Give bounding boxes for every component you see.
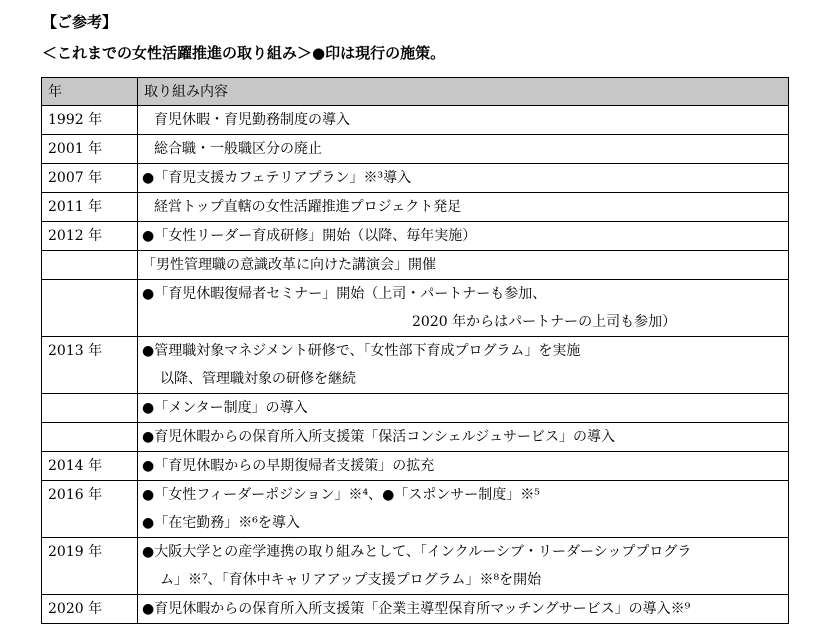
year-cell: 2014 年 bbox=[42, 452, 138, 481]
year-cell: 2001 年 bbox=[42, 135, 138, 164]
table-row bbox=[42, 423, 789, 452]
content-cell: ●「育児休暇からの早期復帰者支援策」の拡充 bbox=[138, 452, 789, 481]
year-cell: 2013 年 bbox=[42, 337, 138, 394]
content-cell: ●大阪大学との産学連携の取り組みとして、「インクルーシブ・リーダーシッププログラ ム」※⁷、「育休中キャリアアップ支援プログラム」※⁸を開始 bbox=[138, 538, 789, 595]
table-caption: ＜これまでの女性活躍推進の取り組み＞●印は現行の施策。 bbox=[42, 44, 446, 62]
table-row bbox=[42, 337, 789, 394]
year-column-header: 年 bbox=[42, 78, 138, 106]
initiatives-table bbox=[41, 77, 789, 624]
table-row bbox=[42, 164, 789, 193]
year-cell: 2012 年 bbox=[42, 222, 138, 251]
table-row bbox=[42, 193, 789, 222]
table-row bbox=[42, 481, 789, 538]
content-column-header: 取り組み内容 bbox=[138, 78, 789, 106]
year-cell: 2007 年 bbox=[42, 164, 138, 193]
content-cell: 総合職・一般職区分の廃止 bbox=[138, 135, 789, 164]
table-row bbox=[42, 251, 789, 280]
content-cell: ●「育児休暇復帰者セミナー」開始（上司・パートナーも参加、 2020 年からはパートナーの上司も参加） bbox=[138, 280, 789, 337]
content-cell: 経営トップ直轄の女性活躍推進プロジェクト発足 bbox=[138, 193, 789, 222]
table-row bbox=[42, 135, 789, 164]
content-cell: 育児休暇・育児勤務制度の導入 bbox=[138, 106, 789, 135]
table-header-row bbox=[42, 78, 789, 106]
content-cell: ●「メンター制度」の導入 bbox=[138, 394, 789, 423]
table-row bbox=[42, 452, 789, 481]
year-cell bbox=[42, 394, 138, 423]
year-cell: 2020 年 bbox=[42, 595, 138, 624]
content-cell: ●「育児支援カフェテリアプラン」※³導入 bbox=[138, 164, 789, 193]
year-cell: 2016 年 bbox=[42, 481, 138, 538]
table-row bbox=[42, 394, 789, 423]
content-cell: ●「女性フィーダーポジション」※⁴、●「スポンサー制度」※⁵ ●「在宅勤務」※⁶を導入 bbox=[138, 481, 789, 538]
content-cell: ●管理職対象マネジメント研修で、「女性部下育成プログラム」を実施 以降、管理職対象の研修を継続 bbox=[138, 337, 789, 394]
year-cell bbox=[42, 251, 138, 280]
content-cell: ●育児休暇からの保育所入所支援策「保活コンシェルジュサービス」の導入 bbox=[138, 423, 789, 452]
content-cell: ●育児休暇からの保育所入所支援策「企業主導型保育所マッチングサービス」の導入※⁹ bbox=[138, 595, 789, 624]
content-cell: ●「女性リーダー育成研修」開始（以降、毎年実施） bbox=[138, 222, 789, 251]
table-row bbox=[42, 595, 789, 624]
table-row bbox=[42, 222, 789, 251]
table-row bbox=[42, 106, 789, 135]
table-row bbox=[42, 280, 789, 337]
year-cell bbox=[42, 423, 138, 452]
year-cell: 2019 年 bbox=[42, 538, 138, 595]
year-cell: 2011 年 bbox=[42, 193, 138, 222]
year-cell bbox=[42, 280, 138, 337]
content-cell: 「男性管理職の意識改革に向けた講演会」開催 bbox=[138, 251, 789, 280]
table-row bbox=[42, 538, 789, 595]
year-cell: 1992 年 bbox=[42, 106, 138, 135]
section-heading: 【ご参考】 bbox=[42, 13, 118, 31]
